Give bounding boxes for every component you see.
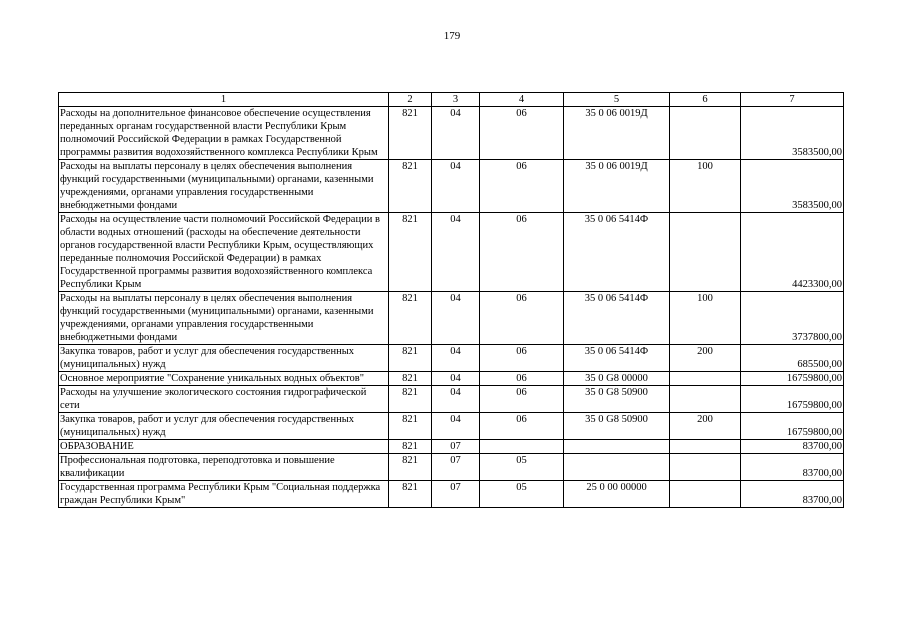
header-col-4: 4 bbox=[480, 93, 564, 107]
row-name: Закупка товаров, работ и услуг для обеспечения государственных (муниципальных) нужд bbox=[59, 345, 389, 372]
table-row bbox=[59, 292, 844, 345]
row-subsection bbox=[480, 440, 564, 454]
table-row bbox=[59, 481, 844, 508]
row-target-article: 35 0 06 0019Д bbox=[564, 107, 670, 160]
row-subsection: 06 bbox=[480, 160, 564, 213]
row-target-article: 35 0 06 5414Ф bbox=[564, 213, 670, 292]
row-amount: 83700,00 bbox=[741, 454, 844, 481]
row-target-article: 35 0 G8 50900 bbox=[564, 413, 670, 440]
row-section: 04 bbox=[432, 386, 480, 413]
row-subsection: 06 bbox=[480, 372, 564, 386]
row-amount: 3583500,00 bbox=[741, 107, 844, 160]
row-section: 04 bbox=[432, 292, 480, 345]
row-amount: 3583500,00 bbox=[741, 160, 844, 213]
row-admin-code: 821 bbox=[389, 372, 432, 386]
row-section: 04 bbox=[432, 107, 480, 160]
row-name: Расходы на выплаты персоналу в целях обеспечения выполнения функций государственными (муниципальными) органами, казенными учреждениями, органами управления государственными внебюджетными фондами bbox=[59, 292, 389, 345]
table-row bbox=[59, 213, 844, 292]
row-amount: 16759800,00 bbox=[741, 372, 844, 386]
row-subsection: 06 bbox=[480, 386, 564, 413]
row-admin-code: 821 bbox=[389, 107, 432, 160]
row-subsection: 06 bbox=[480, 213, 564, 292]
table-row bbox=[59, 440, 844, 454]
row-section: 04 bbox=[432, 413, 480, 440]
row-name: Основное мероприятие "Сохранение уникальных водных объектов" bbox=[59, 372, 389, 386]
table-header-row bbox=[59, 93, 844, 107]
row-section: 04 bbox=[432, 160, 480, 213]
header-col-2: 2 bbox=[389, 93, 432, 107]
row-target-article: 35 0 G8 00000 bbox=[564, 372, 670, 386]
row-name: ОБРАЗОВАНИЕ bbox=[59, 440, 389, 454]
row-target-article: 35 0 06 5414Ф bbox=[564, 345, 670, 372]
row-name: Государственная программа Республики Крым "Социальная поддержка граждан Республики Крым" bbox=[59, 481, 389, 508]
table-row bbox=[59, 372, 844, 386]
row-section: 04 bbox=[432, 213, 480, 292]
row-admin-code: 821 bbox=[389, 160, 432, 213]
row-target-article bbox=[564, 454, 670, 481]
table-row bbox=[59, 413, 844, 440]
table-row bbox=[59, 160, 844, 213]
row-amount: 3737800,00 bbox=[741, 292, 844, 345]
row-expense-type: 100 bbox=[670, 160, 741, 213]
row-name: Расходы на осуществление части полномочий Российской Федерации в области водных отношений (расходы на обеспечение деятельности органов государственной власти Республики Крым, осуществляющих переданные полномочия Российской Федерации) в рамках Государственной программы развития водохозяйственного комплекса Республики Крым bbox=[59, 213, 389, 292]
table-row bbox=[59, 386, 844, 413]
row-target-article: 35 0 06 5414Ф bbox=[564, 292, 670, 345]
row-expense-type bbox=[670, 107, 741, 160]
row-amount: 16759800,00 bbox=[741, 386, 844, 413]
row-subsection: 05 bbox=[480, 454, 564, 481]
row-admin-code: 821 bbox=[389, 213, 432, 292]
row-name: Закупка товаров, работ и услуг для обеспечения государственных (муниципальных) нужд bbox=[59, 413, 389, 440]
row-target-article: 35 0 G8 50900 bbox=[564, 386, 670, 413]
table-row bbox=[59, 454, 844, 481]
header-col-1: 1 bbox=[59, 93, 389, 107]
row-section: 04 bbox=[432, 372, 480, 386]
row-subsection: 06 bbox=[480, 413, 564, 440]
row-target-article: 25 0 00 00000 bbox=[564, 481, 670, 508]
header-col-3: 3 bbox=[432, 93, 480, 107]
row-amount: 685500,00 bbox=[741, 345, 844, 372]
row-amount: 83700,00 bbox=[741, 440, 844, 454]
row-name: Профессиональная подготовка, переподготовка и повышение квалификации bbox=[59, 454, 389, 481]
row-subsection: 06 bbox=[480, 292, 564, 345]
table-row bbox=[59, 345, 844, 372]
row-amount: 16759800,00 bbox=[741, 413, 844, 440]
row-section: 04 bbox=[432, 345, 480, 372]
row-subsection: 06 bbox=[480, 345, 564, 372]
row-name: Расходы на дополнительное финансовое обеспечение осуществления переданных органам государственной власти Республики Крым полномочий Российской Федерации в рамках Государственной программы развития водохозяйственного комплекса Республики Крым bbox=[59, 107, 389, 160]
header-col-6: 6 bbox=[670, 93, 741, 107]
table-row bbox=[59, 107, 844, 160]
row-expense-type: 200 bbox=[670, 413, 741, 440]
row-expense-type bbox=[670, 481, 741, 508]
row-name: Расходы на выплаты персоналу в целях обеспечения выполнения функций государственными (муниципальными) органами, казенными учреждениями, органами управления государственными внебюджетными фондами bbox=[59, 160, 389, 213]
row-admin-code: 821 bbox=[389, 413, 432, 440]
row-expense-type bbox=[670, 440, 741, 454]
row-subsection: 05 bbox=[480, 481, 564, 508]
row-admin-code: 821 bbox=[389, 440, 432, 454]
row-amount: 4423300,00 bbox=[741, 213, 844, 292]
row-admin-code: 821 bbox=[389, 481, 432, 508]
header-col-5: 5 bbox=[564, 93, 670, 107]
row-subsection: 06 bbox=[480, 107, 564, 160]
row-expense-type bbox=[670, 213, 741, 292]
row-section: 07 bbox=[432, 440, 480, 454]
row-amount: 83700,00 bbox=[741, 481, 844, 508]
row-expense-type: 100 bbox=[670, 292, 741, 345]
budget-table bbox=[58, 92, 844, 508]
row-name: Расходы на улучшение экологического состояния гидрографической сети bbox=[59, 386, 389, 413]
row-admin-code: 821 bbox=[389, 454, 432, 481]
header-col-7: 7 bbox=[741, 93, 844, 107]
row-expense-type bbox=[670, 372, 741, 386]
row-section: 07 bbox=[432, 454, 480, 481]
row-admin-code: 821 bbox=[389, 292, 432, 345]
row-admin-code: 821 bbox=[389, 386, 432, 413]
page-number: 179 bbox=[443, 30, 461, 42]
row-section: 07 bbox=[432, 481, 480, 508]
row-target-article bbox=[564, 440, 670, 454]
row-expense-type bbox=[670, 386, 741, 413]
row-target-article: 35 0 06 0019Д bbox=[564, 160, 670, 213]
row-admin-code: 821 bbox=[389, 345, 432, 372]
row-expense-type: 200 bbox=[670, 345, 741, 372]
row-expense-type bbox=[670, 454, 741, 481]
